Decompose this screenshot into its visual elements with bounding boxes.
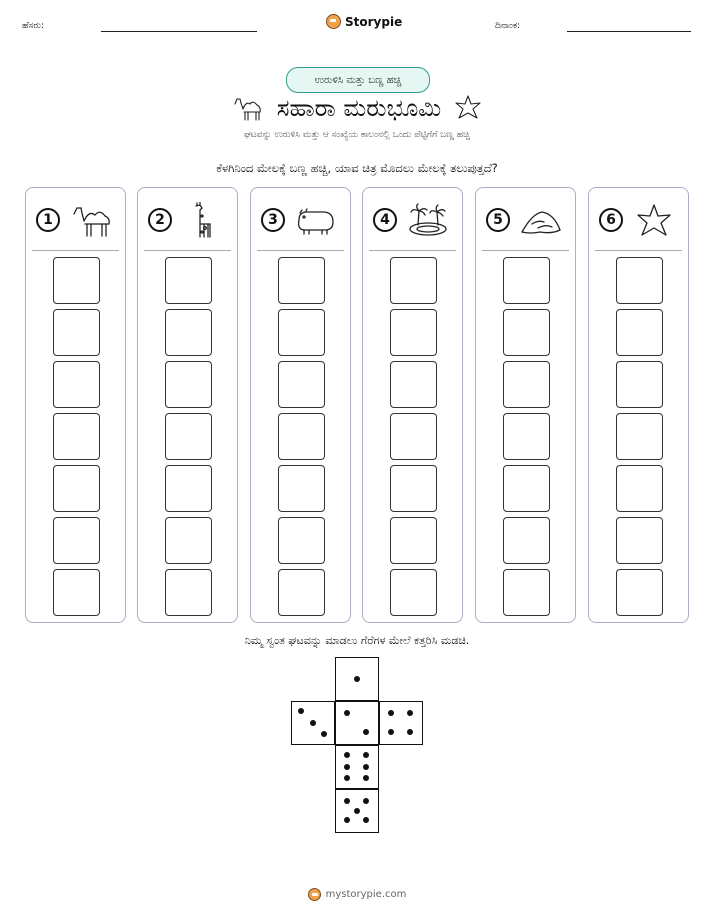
color-box[interactable] (503, 465, 550, 512)
column-divider (144, 250, 231, 251)
column-divider (595, 250, 682, 251)
color-box[interactable] (616, 413, 663, 460)
die-pip (344, 752, 350, 758)
die-pip (321, 731, 327, 737)
date-label: ದಿನಾಂಕ: (495, 21, 521, 31)
oasis-icon (405, 202, 451, 238)
camel-icon (68, 202, 114, 238)
die-pip (310, 720, 316, 726)
die-pip (298, 708, 304, 714)
color-box[interactable] (53, 257, 100, 304)
color-box[interactable] (165, 517, 212, 564)
name-line[interactable] (101, 31, 257, 32)
color-box[interactable] (278, 361, 325, 408)
column-number: 4 (373, 208, 397, 232)
die-pip (407, 710, 413, 716)
color-box[interactable] (616, 361, 663, 408)
die-pip (344, 764, 350, 770)
color-box[interactable] (53, 517, 100, 564)
color-box[interactable] (390, 361, 437, 408)
column-number: 1 (36, 208, 60, 232)
color-box[interactable] (503, 569, 550, 616)
die-pip (363, 764, 369, 770)
color-box[interactable] (390, 465, 437, 512)
die-pip (407, 729, 413, 735)
name-label: ಹೆಸರು: (22, 21, 45, 31)
color-box[interactable] (278, 257, 325, 304)
subtitle: ಘಟವನ್ನು ಉರುಳಿಸಿ ಮತ್ತು ಆ ಸಂಖ್ಯೆಯ ಕಾಲಂನಲ್ಲಿ ಒಂದು ಪೆಟ್ಟಿಗೆಗೆ ಬಣ್ಣ ಹಚ್ಚಿ (244, 130, 470, 140)
color-box[interactable] (165, 309, 212, 356)
color-box[interactable] (616, 465, 663, 512)
column-number: 5 (486, 208, 510, 232)
question: ಕೆಳಗಿನಿಂದ ಮೇಲಕ್ಕೆ ಬಣ್ಣ ಹಚ್ಚಿ, ಯಾವ ಚಿತ್ರ ಮೊದಲು ಮೇಲಕ್ಕೆ ತಲುಪುತ್ತದೆ? (216, 161, 498, 175)
die-pip (388, 729, 394, 735)
color-box[interactable] (53, 465, 100, 512)
die-pip (363, 775, 369, 781)
column-4 (362, 187, 463, 623)
die-face-6 (335, 745, 379, 789)
color-box[interactable] (165, 257, 212, 304)
color-box[interactable] (616, 257, 663, 304)
color-box[interactable] (165, 569, 212, 616)
page-title: ಸಹಾರಾ ಮರುಭೂಮಿ (276, 94, 442, 122)
die-face-3 (291, 701, 335, 745)
column-number: 3 (261, 208, 285, 232)
color-box[interactable] (616, 569, 663, 616)
color-box[interactable] (503, 361, 550, 408)
color-box[interactable] (503, 413, 550, 460)
storypie-logo-icon (308, 888, 321, 901)
die-pip (388, 710, 394, 716)
color-box[interactable] (278, 413, 325, 460)
title-row (200, 93, 514, 123)
sand-dune-icon (518, 202, 564, 238)
color-box[interactable] (390, 517, 437, 564)
color-box[interactable] (503, 517, 550, 564)
giraffe-icon (180, 202, 226, 238)
column-2 (137, 187, 238, 623)
star-icon (453, 94, 483, 122)
color-box[interactable] (390, 413, 437, 460)
storypie-logo-icon (326, 14, 341, 29)
column-1 (25, 187, 126, 623)
die-face-5 (335, 789, 379, 833)
color-box[interactable] (165, 465, 212, 512)
color-box[interactable] (53, 413, 100, 460)
camel-icon (231, 94, 265, 122)
die-pip (363, 752, 369, 758)
die-pip (344, 710, 350, 716)
color-box[interactable] (503, 257, 550, 304)
activity-badge: ಉರುಳಿಸಿ ಮತ್ತು ಬಣ್ಣ ಹಚ್ಚಿ (286, 67, 430, 93)
color-box[interactable] (165, 361, 212, 408)
column-divider (257, 250, 344, 251)
footer-url[interactable]: mystorypie.com (325, 889, 407, 900)
column-divider (369, 250, 456, 251)
die-instruction: ನಿಮ್ಮ ಸ್ವಂತ ಘಟವನ್ನು ಮಾಡಲು ಗೆರೆಗಳ ಮೇಲೆ ಕತ್ತರಿಸಿ ಮಡಚಿ. (244, 634, 470, 647)
die-pip (363, 729, 369, 735)
column-number: 6 (599, 208, 623, 232)
color-box[interactable] (390, 257, 437, 304)
column-divider (482, 250, 569, 251)
column-5 (475, 187, 576, 623)
die-pip (354, 808, 360, 814)
color-box[interactable] (503, 309, 550, 356)
die-pip (363, 817, 369, 823)
die-face-1 (335, 657, 379, 701)
footer (0, 888, 714, 901)
brand-name: Storypie (345, 14, 403, 29)
die-pip (354, 676, 360, 682)
date-line[interactable] (567, 31, 691, 32)
die-pip (344, 775, 350, 781)
hippo-icon (293, 202, 339, 238)
color-box[interactable] (53, 309, 100, 356)
color-box[interactable] (53, 569, 100, 616)
color-box[interactable] (616, 309, 663, 356)
color-box[interactable] (165, 413, 212, 460)
die-pip (363, 798, 369, 804)
color-box[interactable] (390, 309, 437, 356)
die-pip (344, 817, 350, 823)
column-3 (250, 187, 351, 623)
color-box[interactable] (278, 569, 325, 616)
color-box[interactable] (278, 517, 325, 564)
color-box[interactable] (390, 569, 437, 616)
color-box[interactable] (53, 361, 100, 408)
die-face-2 (335, 701, 379, 745)
column-6 (588, 187, 689, 623)
color-box[interactable] (278, 309, 325, 356)
die-pip (344, 798, 350, 804)
die-face-4 (379, 701, 423, 745)
color-box[interactable] (616, 517, 663, 564)
star-icon (631, 202, 677, 238)
column-divider (32, 250, 119, 251)
column-number: 2 (148, 208, 172, 232)
brand (326, 14, 402, 29)
color-box[interactable] (278, 465, 325, 512)
